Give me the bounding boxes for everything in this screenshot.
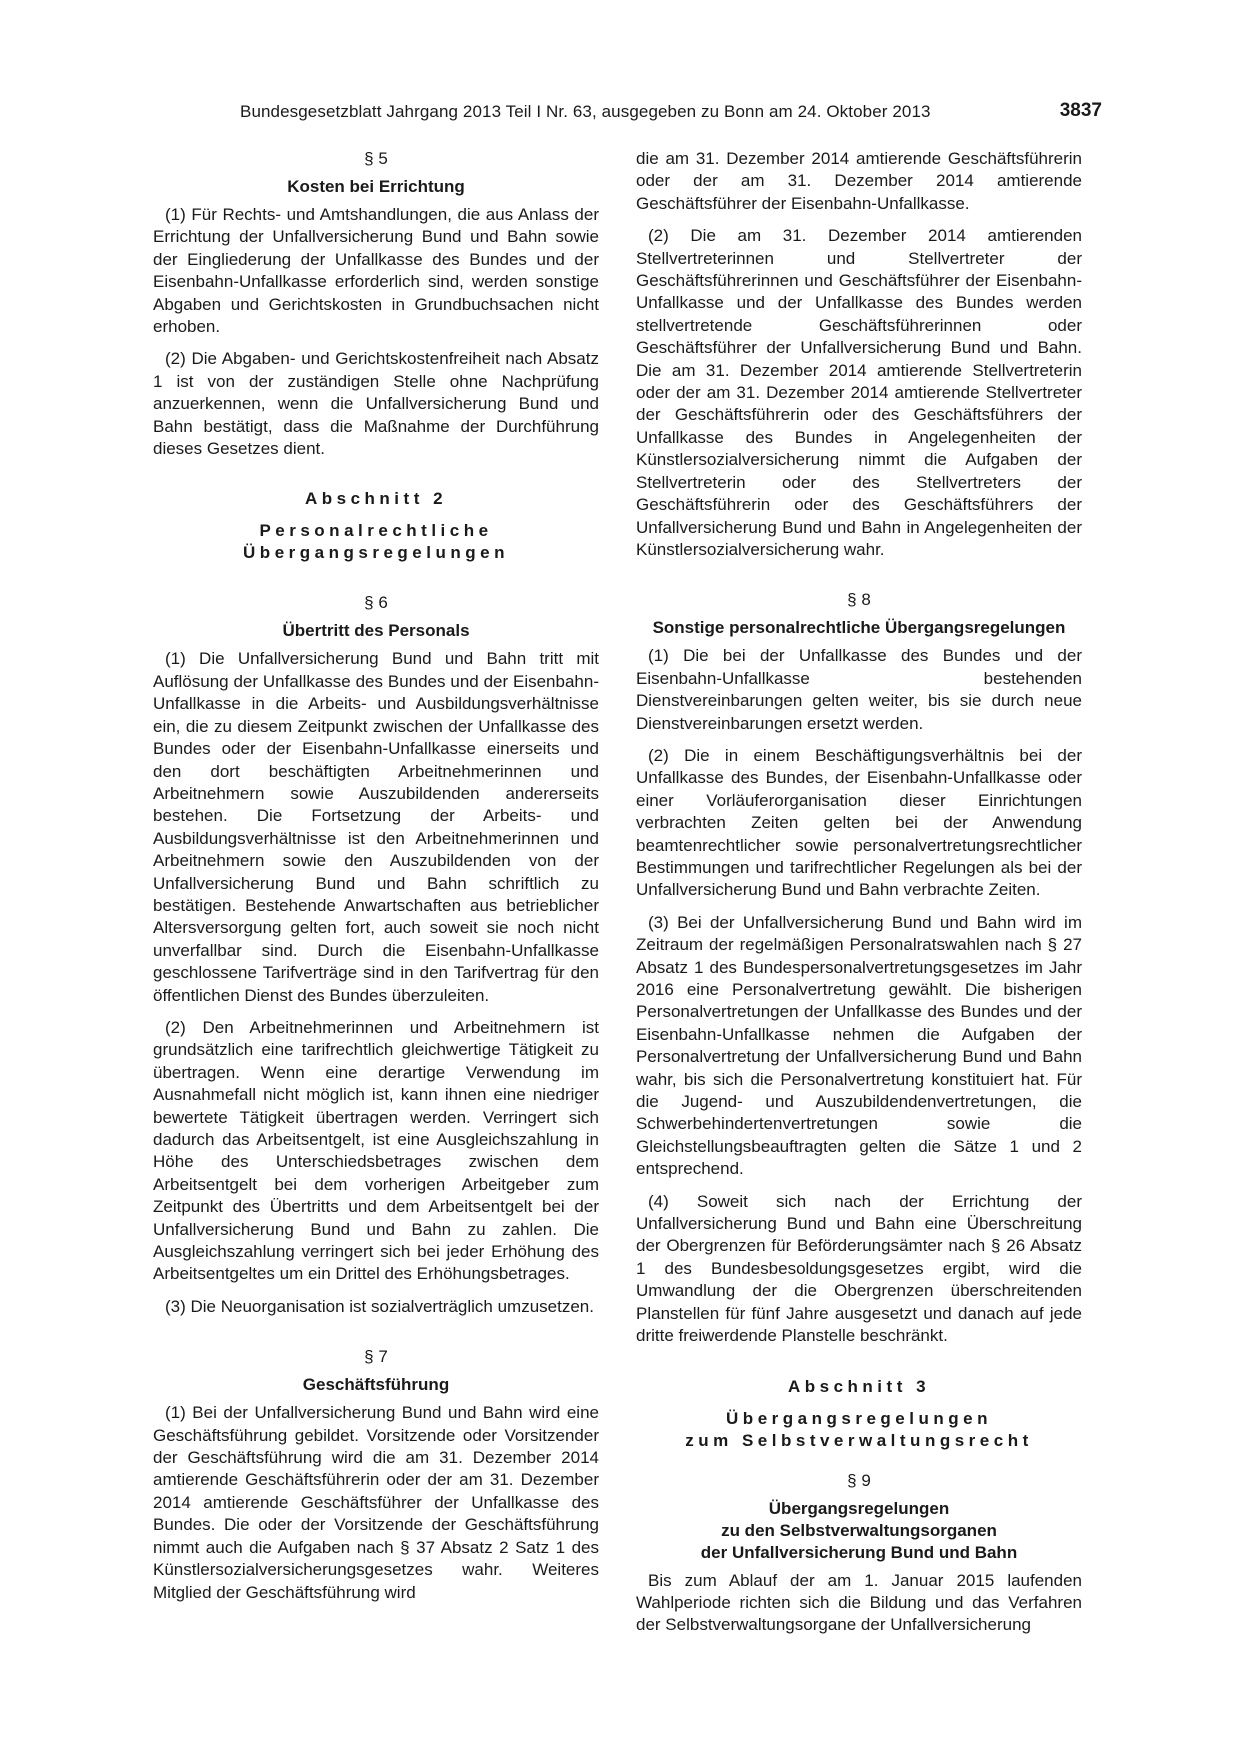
abschnitt-2-title-line-2: Übergangsregelungen <box>243 543 509 563</box>
section-9-title-line-2: zu den Selbstverwaltungsorganen <box>721 1520 997 1540</box>
right-column <box>636 148 1082 1637</box>
section-8-paragraph-1: (1) Die bei der Unfallkasse des Bundes und der Eisenbahn-Unfallkasse bestehenden Dienstvereinbarungen gelten weiter, bis sie durch neue Dienstvereinbarungen ersetzt werden. <box>636 646 1082 733</box>
section-9-title-line-1: Übergangsregelungen <box>768 1498 950 1518</box>
section-5-paragraph-2: (2) Die Abgaben- und Gerichtskostenfreiheit nach Absatz 1 ist von der zuständigen Stelle ohne Nachprüfung anzuerkennen, wenn die Unfallversicherung Bund und Bahn bestätigt, dass die Maßnahme der Durchführung dieses Gesetzes dient. <box>153 349 599 459</box>
left-column <box>153 148 599 1604</box>
section-8-paragraph-3: (3) Bei der Unfallversicherung Bund und Bahn wird im Zeitraum der regelmäßigen Personalratswahlen nach § 27 Absatz 1 des Bundespersonalvertretungsgesetzes im Jahr 2016 eine Personalvertretung gewählt. Die bisherigen Personalvertretungen der Unfallkasse des Bundes und der Eisenbahn-Unfallkasse nehmen die Aufgaben der Personalvertretung der Unfallversicherung Bund und Bahn wahr, bis sich die Personalvertretung konstituiert hat. Für die Jugend- und Auszubildendenvertretungen, die Schwerbehindertenvertretungen sowie die Gleichstellungsbeauftragten gelten die Sätze 1 und 2 entsprechend. <box>636 912 1082 1179</box>
section-5-paragraph-1: (1) Für Rechts- und Amtshandlungen, die aus Anlass der Errichtung der Unfallversicherung Bund und Bahn sowie der Eingliederung der Unfallkasse des Bundes und der Eisenbahn-Unfallkasse erforderlich sind, werden sonstige Abgaben und Gerichtskosten in Grundbuchsachen nicht erhoben. <box>153 205 599 337</box>
section-8-paragraph-2: (2) Die in einem Beschäftigungsverhältnis bei der Unfallkasse des Bundes, der Eisenbahn-Unfallkasse oder einer Vorläuferorganisation dieser Einrichtungen verbrachten Zeiten gelten bei der Anwendung beamtenrechtlicher sowie personalvertretungsrechtlicher Bestimmungen und tarifrechtlicher Regelungen als bei der Unfallversicherung Bund und Bahn verbrachte Zeiten. <box>636 745 1082 900</box>
abschnitt-3-title-line-2: zum Selbstverwaltungsrecht <box>685 1430 1033 1450</box>
abschnitt-3-title-line-1: Übergangsregelungen <box>726 1408 992 1428</box>
section-9-paragraph-1: Bis zum Ablauf der am 1. Januar 2015 laufenden Wahlperiode richten sich die Bildung und das Verfahren der Selbstverwaltungsorgane der Unfallversicherung <box>636 1570 1082 1635</box>
page-number: 3837 <box>1059 100 1102 121</box>
section-8-paragraph-4: (4) Soweit sich nach der Errichtung der Unfallversicherung Bund und Bahn eine Überschreitung der Obergrenzen für Beförderungsämter nach § 26 Absatz 1 des Bundesbesoldungsgesetzes ergibt, wird die Umwandlung der die Obergrenzen überschreitenden Planstellen für fünf Jahre ausgesetzt und danach auf jede dritte freiwerdende Planstelle beschränkt. <box>636 1191 1082 1346</box>
section-7-title: Geschäftsführung <box>302 1375 450 1395</box>
section-7-paragraph-2: (2) Die am 31. Dezember 2014 amtierenden Stellvertreterinnen und Stellvertreter der Geschäftsführerinnen und Geschäftsführer der Eisenbahn-Unfallkasse und der Unfallkasse des Bundes werden stellvertretende Geschäftsführerinnen oder Geschäftsführer der Unfallversicherung Bund und Bahn. Die am 31. Dezember 2014 amtierende Stellvertreterin oder der am 31. Dezember 2014 amtierende Stellvertreter der Geschäftsführerin oder des Geschäftsführers der Unfallkasse des Bundes in Angelegenheiten der Künstlersozialversicherung nimmt die Aufgaben der Stellvertreterin oder des Stellvertreters der Geschäftsführerin oder des Geschäftsführers der Unfallversicherung Bund und Bahn in Angelegenheiten der Künstlersozialversicherung wahr. <box>636 226 1082 559</box>
section-8-number: § 8 <box>847 590 871 610</box>
section-7-paragraph-1: (1) Bei der Unfallversicherung Bund und Bahn wird eine Geschäftsführung gebildet. Vorsitzende oder Vorsitzender der Geschäftsführung wird die am 31. Dezember 2014 amtierende Geschäftsführerin oder der am 31. Dezember 2014 amtierende Geschäftsführer der Unfallkasse des Bundes. Die oder der Vorsitzende der Geschäftsführung nimmt auch die Aufgaben nach § 37 Absatz 2 Satz 1 des Künstlersozialversicherungsgesetzes wahr. Weiteres Mitglied der Geschäftsführung wird <box>153 1403 599 1602</box>
abschnitt-2-title-line-1: Personalrechtliche <box>259 521 493 541</box>
section-9-number: § 9 <box>847 1470 871 1490</box>
abschnitt-3-label: Abschnitt 3 <box>787 1376 931 1396</box>
page-header <box>240 100 1102 128</box>
section-6-paragraph-2: (2) Den Arbeitnehmerinnen und Arbeitnehmern ist grundsätzlich eine tarifrechtlich gleichwertige Tätigkeit zu übertragen. Wenn eine derartige Verwendung im Ausnahmefall nicht möglich ist, kann ihnen eine niedriger bewertete Tätigkeit übertragen werden. Verringert sich dadurch das Arbeitsentgelt, ist eine Ausgleichszahlung in Höhe des Unterschiedsbetrages zwischen dem Arbeitsentgelt bei dem vorherigen Arbeitgeber zum Zeitpunkt des Übertritts und dem Arbeitsentgelt bei der Unfallversicherung Bund und Bahn zu zahlen. Die Ausgleichszahlung verringert sich bei jeder Erhöhung des Arbeitsentgeltes um ein Drittel des Erhöhungsbetrages. <box>153 1017 599 1284</box>
section-8-title: Sonstige personalrechtliche Übergangsregelungen <box>652 618 1066 638</box>
section-7-number: § 7 <box>364 1347 388 1367</box>
section-9-title-line-3: der Unfallversicherung Bund und Bahn <box>700 1542 1018 1562</box>
section-5-number: § 5 <box>364 149 388 168</box>
abschnitt-2-label: Abschnitt 2 <box>304 489 448 509</box>
section-6-paragraph-1: (1) Die Unfallversicherung Bund und Bahn tritt mit Auflösung der Unfallkasse des Bundes und der Eisenbahn-Unfallkasse in die Arbeits- und Ausbildungsverhältnisse ein, die zu diesem Zeitpunkt zwischen der Unfallkasse des Bundes oder der Eisenbahn-Unfallkasse einerseits und den dort beschäftigten Arbeitnehmerinnen und Arbeitnehmern sowie Auszubildenden andererseits bestehen. Die Fortsetzung der Arbeits- und Ausbildungsverhältnisse ist den Arbeitnehmerinnen und Arbeitnehmern sowie den Auszubildenden von der Unfallversicherung Bund und Bahn schriftlich zu bestätigen. Bestehende Anwartschaften aus betrieblicher Altersversorgung gelten fort, auch soweit sie noch nicht unverfallbar sind. Durch die Eisenbahn-Unfallkasse geschlossene Tarifverträge sind in den Tarifvertrag für den öffentlichen Dienst des Bundes überzuleiten. <box>153 649 599 1005</box>
section-6-paragraph-3: (3) Die Neuorganisation ist sozialverträglich umzusetzen. <box>165 1296 594 1316</box>
gazette-header: Bundesgesetzblatt Jahrgang 2013 Teil I Nr. 63, ausgegeben zu Bonn am 24. Oktober 2013 <box>240 102 931 121</box>
section-6-title: Übertritt des Personals <box>282 621 470 641</box>
section-5-title: Kosten bei Errichtung <box>287 177 465 196</box>
section-7-paragraph-1-continued: die am 31. Dezember 2014 amtierende Geschäftsführerin oder der am 31. Dezember 2014 amtierende Geschäftsführer der Eisenbahn-Unfallkasse. <box>636 149 1082 213</box>
section-6-number: § 6 <box>364 593 388 613</box>
